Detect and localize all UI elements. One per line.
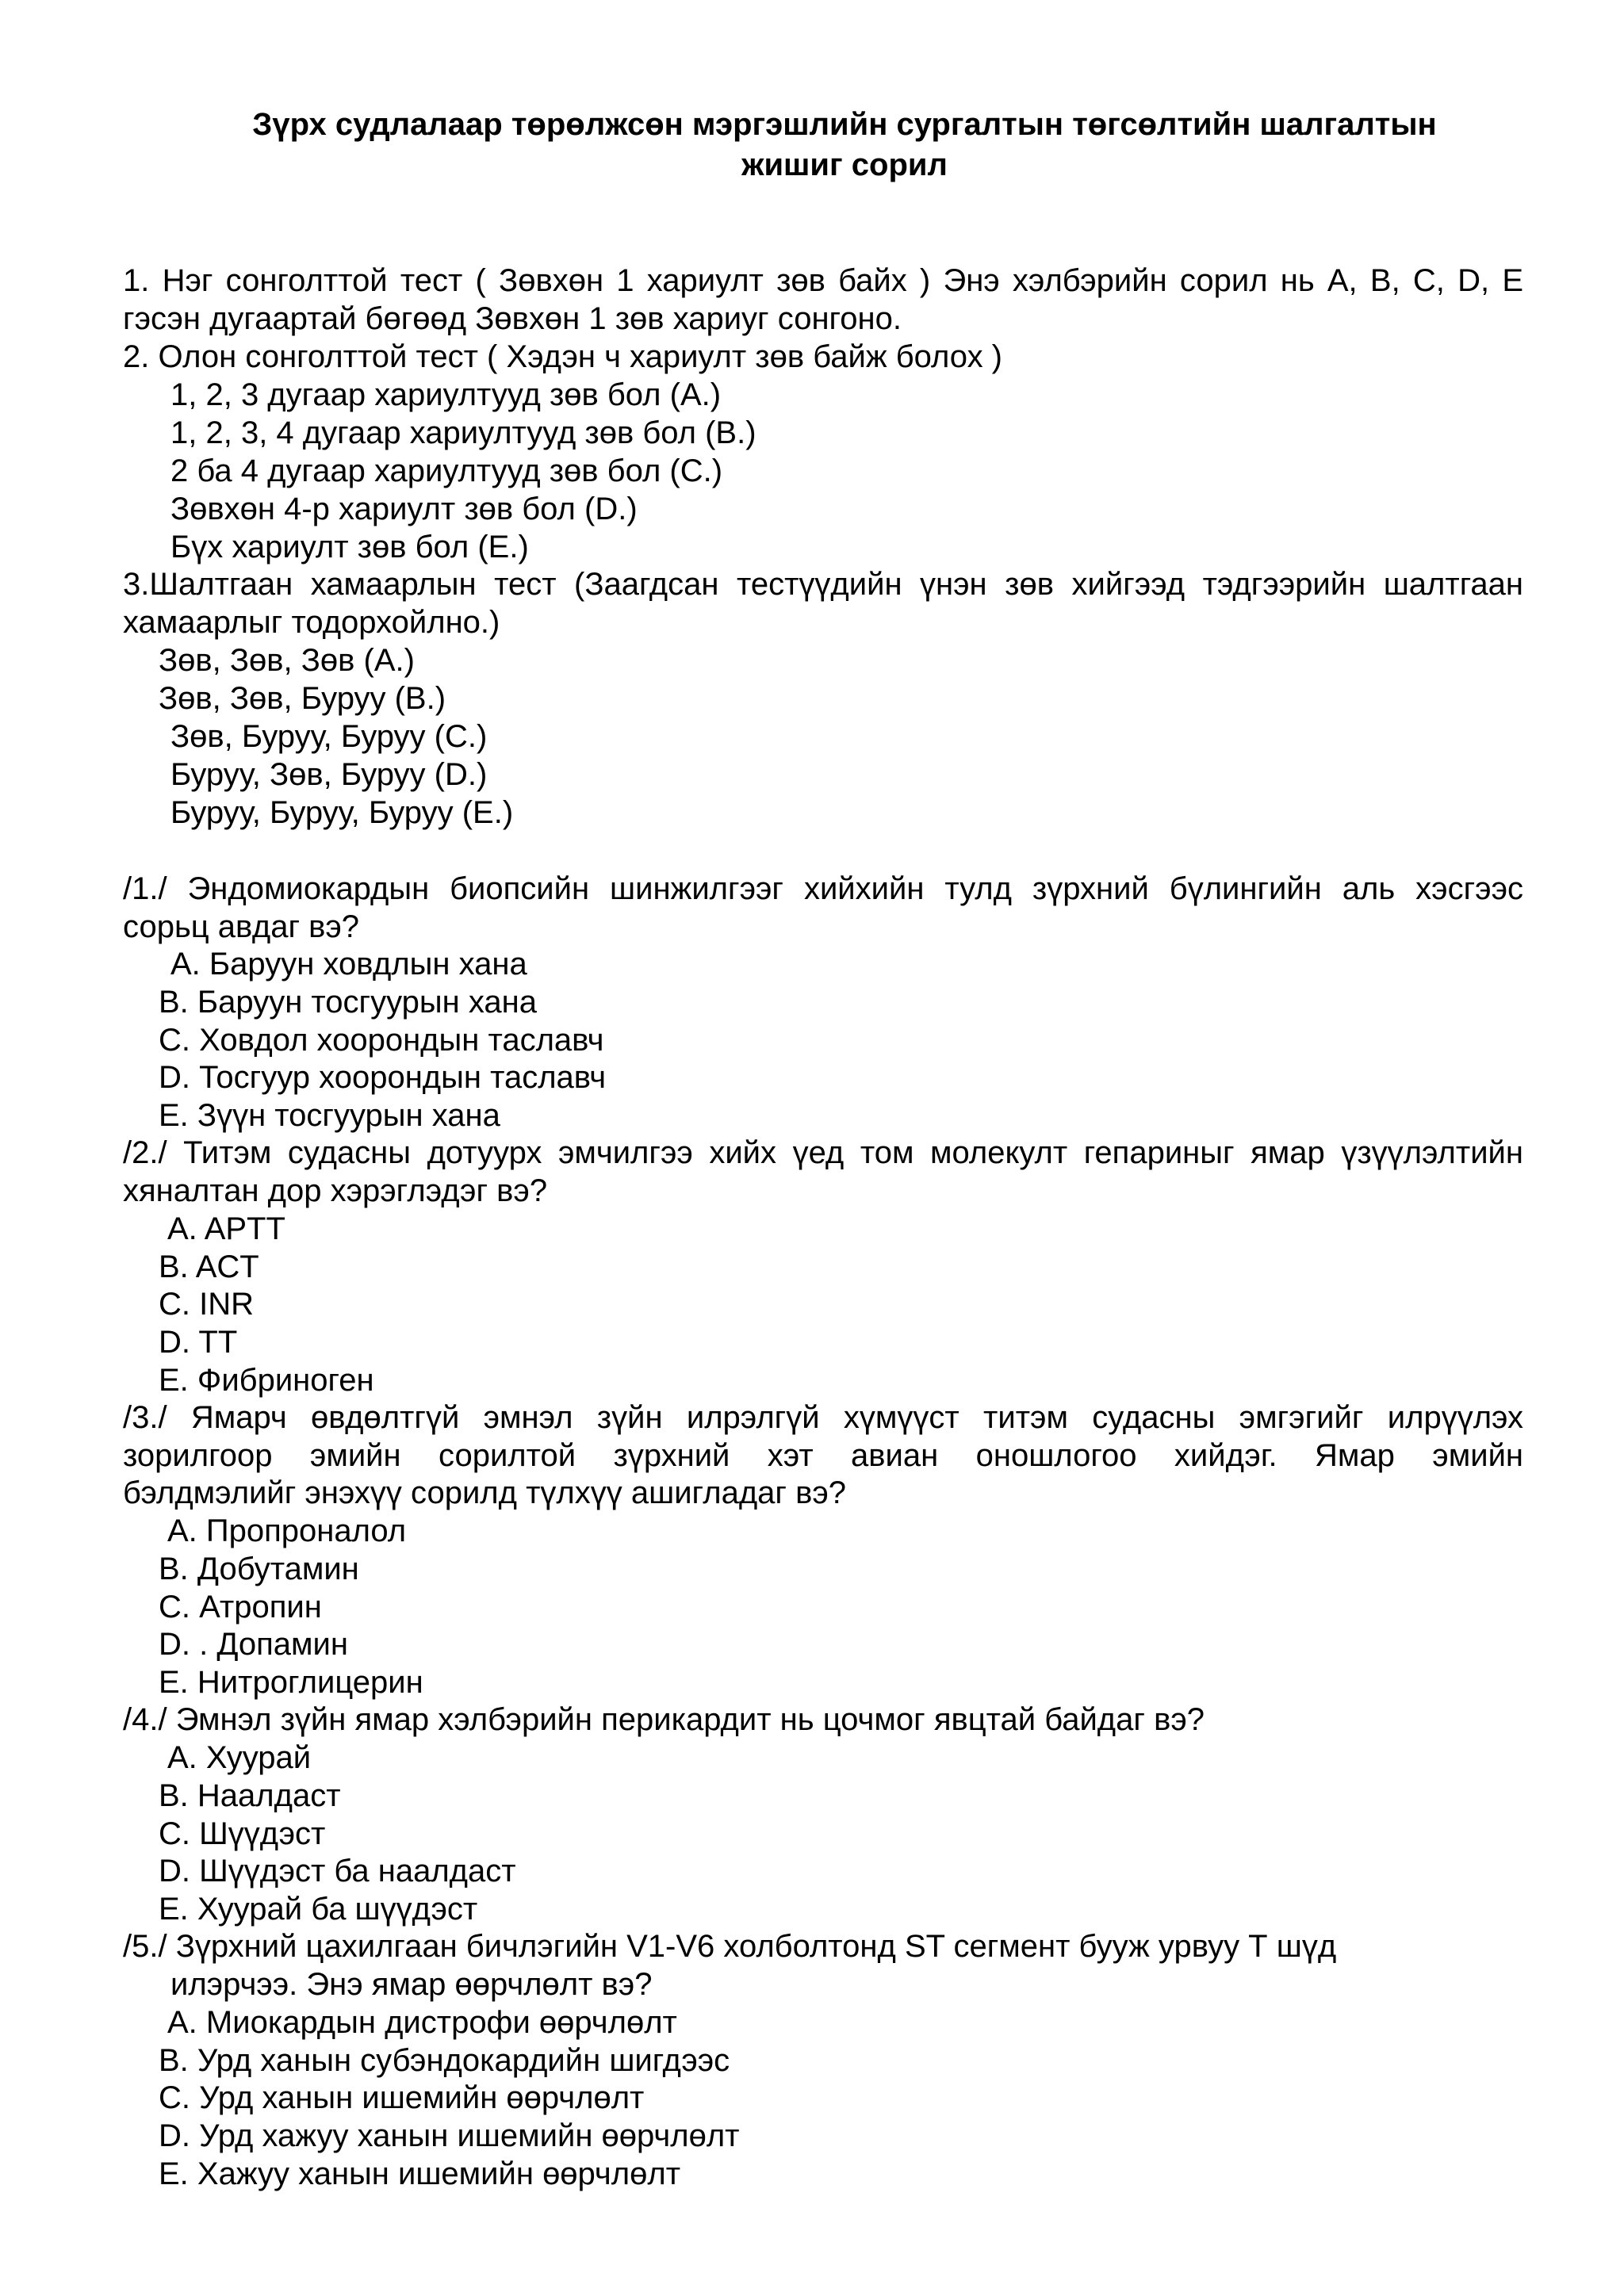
question-2-option-d: D. TT	[159, 1325, 238, 1360]
question-3-option-d: D. . Допамин	[159, 1627, 348, 1662]
intro-type3-option: Зөв, Зөв, Зөв (A.)	[159, 643, 415, 678]
question-5-option-a: A. Миокардын дистрофи өөрчлөлт	[167, 2005, 677, 2040]
question-1-text: /1./ Эндомиокардын биопсийн шинжилгээг хийхийн тулд зүрхний бүлингийн аль хэсгээс	[123, 871, 1523, 906]
title-line-1: Зүрх судлалаар төрөлжсөн мэргэшлийн сургалтын төгсөлтийн шалгалтын	[252, 107, 1437, 142]
question-4-option-b: B. Наалдаст	[159, 1778, 341, 1813]
intro-type2-option: 1, 2, 3, 4 дугаар хариултууд зөв бол (B.)	[170, 415, 756, 450]
intro-type1-line2: гэсэн дугаартай бөгөөд Зөвхөн 1 зөв хариуг сонгоно.	[123, 301, 902, 336]
question-4-text: /4./ Эмнэл зүйн ямар хэлбэрийн перикардит нь цочмог явцтай байдаг вэ?	[123, 1702, 1205, 1737]
question-2-text: хяналтан дор хэрэглэдэг вэ?	[123, 1173, 548, 1208]
question-4-option-e: E. Хуурай ба шүүдэст	[159, 1892, 478, 1927]
question-3-text: зорилгоор эмийн сорилтой зүрхний хэт авиан оношлогоо хийдэг. Ямар эмийн	[123, 1438, 1523, 1473]
question-1-option-b: B. Баруун тосгуурын хана	[159, 985, 537, 1020]
intro-type2-option: Зөвхөн 4-р хариулт зөв бол (D.)	[170, 492, 638, 526]
question-3-option-a: A. Пропроналол	[167, 1513, 407, 1548]
intro-type3-option: Буруу, Буруу, Буруу (E.)	[170, 795, 514, 830]
intro-type2-option: 2 ба 4 дугаар хариултууд зөв бол (C.)	[170, 453, 723, 488]
intro-type2-option: Бүх хариулт зөв бол (E.)	[170, 530, 529, 564]
title-line-2: жишиг сорил	[741, 147, 948, 182]
question-2-option-e: E. Фибриноген	[159, 1363, 374, 1398]
intro-type3-option: Зөв, Буруу, Буруу (C.)	[170, 719, 488, 754]
question-5-option-d: D. Урд хажуу ханын ишемийн өөрчлөлт	[159, 2118, 740, 2153]
intro-type2-option: 1, 2, 3 дугаар хариултууд зөв бол (A.)	[170, 377, 722, 412]
question-5-option-b: B. Урд ханын субэндокардийн шигдээс	[159, 2043, 730, 2078]
question-1-option-a: A. Баруун ховдлын хана	[170, 947, 527, 982]
question-3-option-b: B. Добутамин	[159, 1552, 359, 1586]
question-2-option-c: C. INR	[159, 1287, 254, 1322]
question-5-option-e: E. Хажуу ханын ишемийн өөрчлөлт	[159, 2156, 681, 2191]
question-5-text: илэрчээ. Энэ ямар өөрчлөлт вэ?	[170, 1967, 653, 2002]
question-1-option-e: E. Зүүн тосгуурын хана	[159, 1098, 500, 1133]
question-3-option-c: C. Атропин	[159, 1590, 322, 1624]
intro-type3-option: Зөв, Зөв, Буруу (B.)	[159, 681, 446, 716]
question-3-option-e: E. Нитроглицерин	[159, 1665, 423, 1700]
question-1-option-d: D. Тосгуур хоорондын таславч	[159, 1060, 607, 1095]
question-4-option-a: A. Хуурай	[167, 1740, 312, 1775]
question-2-option-a: A. APTT	[167, 1211, 285, 1246]
question-3-text: /3./ Ямарч өвдөлтгүй эмнэл зүйн илрэлгүй хүмүүст титэм судасны эмгэгийг илрүүлэх	[123, 1400, 1523, 1435]
intro-type3-line1: 3.Шалтгаан хамаарлын тест (Заагдсан тестүүдийн үнэн зөв хийгээд тэдгээрийн шалтгаан	[123, 567, 1523, 602]
question-5-option-c: C. Урд ханын ишемийн өөрчлөлт	[159, 2080, 645, 2115]
question-1-text: сорьц авдаг вэ?	[123, 909, 360, 944]
page-title	[119, 105, 1570, 186]
question-2-text: /2./ Титэм судасны дотуурх эмчилгээ хийх үед том молекулт гепариныг ямар үзүүлэлтийн	[123, 1135, 1523, 1170]
question-4-option-d: D. Шүүдэст ба наалдаст	[159, 1854, 516, 1888]
intro-type2: 2. Олон сонголттой тест ( Хэдэн ч хариулт зөв байж болох )	[123, 339, 1003, 374]
intro-type1-line1: 1. Нэг сонголттой тест ( Зөвхөн 1 хариулт зөв байх ) Энэ хэлбэрийн сорил нь A, B, C, D, E	[123, 263, 1523, 298]
intro-type3-option: Буруу, Зөв, Буруу (D.)	[170, 757, 488, 792]
question-3-text: бэлдмэлийг энэхүү сорилд түлхүү ашигладаг вэ?	[123, 1475, 847, 1510]
question-2-option-b: B. ACT	[159, 1249, 259, 1284]
question-5-text: /5./ Зүрхний цахилгаан бичлэгийн V1-V6 холболтонд ST сегмент бууж урвуу Т шүд	[123, 1929, 1337, 1964]
question-4-option-c: C. Шүүдэст	[159, 1816, 326, 1851]
question-1-option-c: C. Ховдол хоорондын таславч	[159, 1023, 604, 1058]
intro-type3-line2: хамаарлыг тодорхойлно.)	[123, 605, 500, 640]
